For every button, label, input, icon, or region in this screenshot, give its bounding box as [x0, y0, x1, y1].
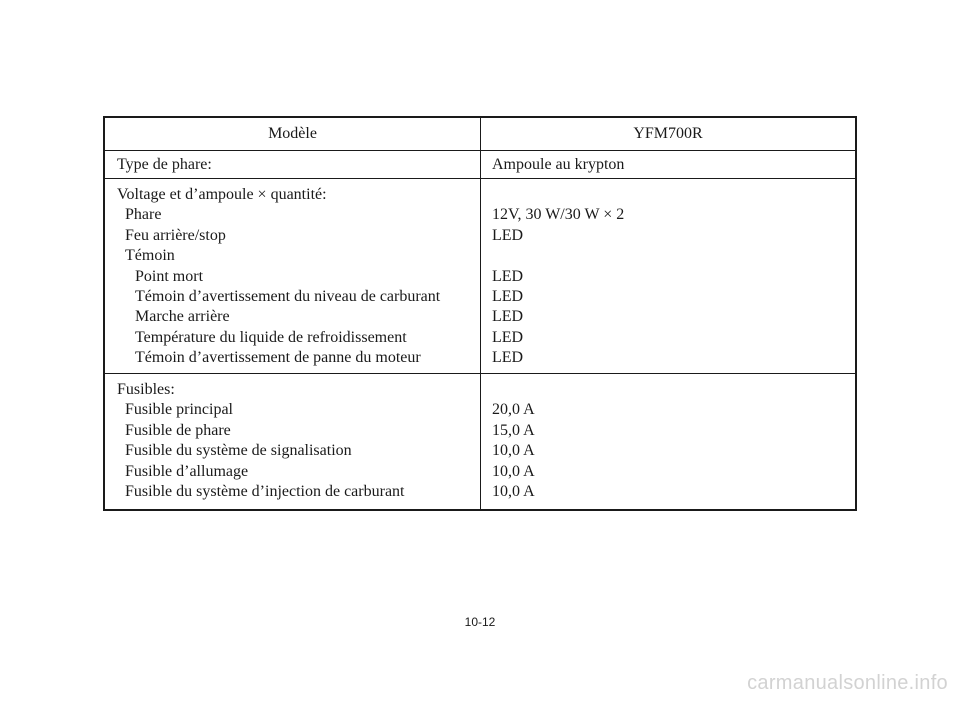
fuse-label-main: Fusible principal — [125, 401, 233, 419]
bulbs-row — [105, 179, 855, 374]
fuses-heading: Fusibles: — [117, 381, 175, 398]
bulb-value-tail-brake: LED — [492, 226, 524, 244]
fuse-value-headlight: 15,0 A — [492, 421, 535, 439]
fuses-values — [481, 374, 855, 509]
fuse-value-ignition: 10,0 A — [492, 462, 535, 480]
bulb-value-engine-trouble: LED — [492, 349, 524, 367]
fuses-labels — [105, 374, 480, 509]
headlight-type-label: Type de phare: — [117, 156, 212, 173]
fuse-label-signaling: Fusible du système de signalisation — [125, 442, 352, 460]
bulb-label-neutral: Point mort — [135, 267, 204, 285]
bulb-label-fuel-warning: Témoin d’avertissement du niveau de carburant — [135, 287, 441, 305]
watermark: carmanualsonline.info — [747, 672, 948, 694]
fuse-label-headlight: Fusible de phare — [125, 421, 231, 439]
bulb-value-headlight: 12V, 30 W/30 W × 2 — [492, 206, 625, 224]
bulb-label-headlight: Phare — [125, 206, 162, 224]
table-header-row — [105, 118, 855, 151]
bulbs-labels — [105, 179, 480, 373]
specifications-table — [103, 116, 857, 511]
header-model-label: Modèle — [268, 125, 317, 142]
page-number: 10-12 — [464, 615, 496, 629]
fuses-row — [105, 374, 855, 509]
fuse-value-signaling: 10,0 A — [492, 442, 535, 460]
bulb-label-coolant-temp: Température du liquide de refroidissement — [135, 328, 407, 346]
fuse-label-fuel-injection: Fusible du système d’injection de carburant — [125, 482, 405, 500]
headlight-type-value: Ampoule au krypton — [492, 156, 625, 173]
bulb-label-reverse: Marche arrière — [135, 308, 230, 326]
bulb-value-fuel-warning: LED — [492, 287, 524, 305]
header-model-value: YFM700R — [633, 125, 703, 142]
bulb-label-tail-brake: Feu arrière/stop — [125, 226, 226, 244]
bulb-value-coolant-temp: LED — [492, 328, 524, 346]
bulbs-values — [481, 179, 855, 373]
headlight-type-row — [105, 151, 855, 179]
bulb-value-neutral: LED — [492, 267, 524, 285]
bulb-value-reverse: LED — [492, 308, 524, 326]
fuse-value-fuel-injection: 10,0 A — [492, 482, 535, 500]
bulb-label-engine-trouble: Témoin d’avertissement de panne du moteur — [135, 349, 421, 367]
bulb-label-indicator: Témoin — [125, 247, 175, 265]
fuse-value-main: 20,0 A — [492, 401, 535, 419]
bulbs-heading: Voltage et d’ampoule × quantité: — [117, 186, 327, 203]
fuse-label-ignition: Fusible d’allumage — [125, 462, 249, 480]
